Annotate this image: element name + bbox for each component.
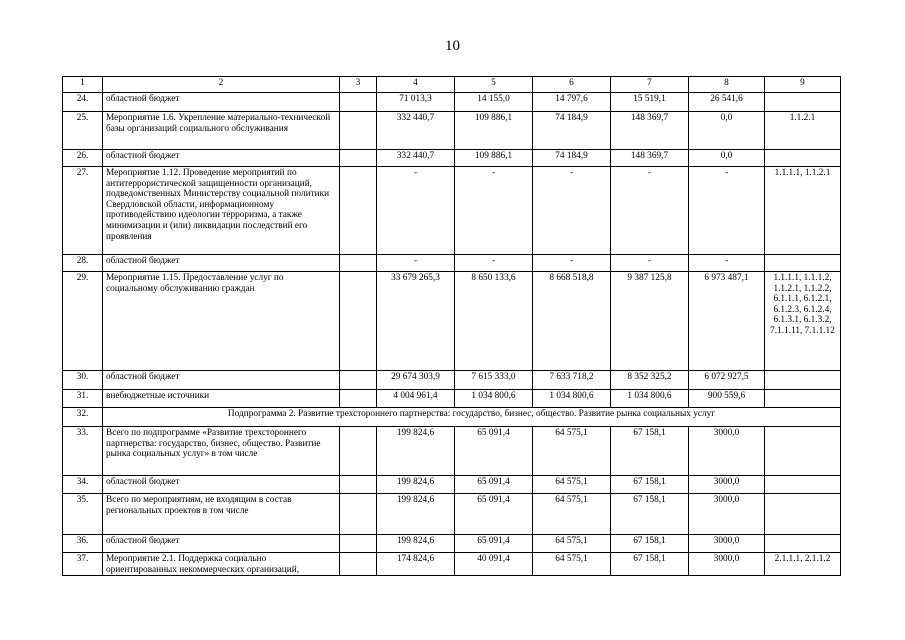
year-value-cell: 148 369,7 bbox=[611, 150, 689, 167]
table-row bbox=[63, 494, 841, 535]
year-value-cell: 8 650 133,6 bbox=[455, 272, 533, 371]
table-row bbox=[63, 390, 841, 408]
column-header-row bbox=[63, 77, 841, 93]
year-value-cell: 7 633 718,2 bbox=[533, 371, 611, 390]
year-value-cell: 74 184,9 bbox=[533, 112, 611, 150]
row-name-cell: областной бюджет bbox=[103, 535, 340, 553]
total-cell: 4 004 961,4 bbox=[377, 390, 455, 408]
total-cell: 71 013,3 bbox=[377, 93, 455, 112]
row-name-cell: областной бюджет bbox=[103, 371, 340, 390]
year-value-cell: - bbox=[455, 167, 533, 255]
column-header: 8 bbox=[689, 77, 765, 93]
year-value-cell: - bbox=[533, 167, 611, 255]
total-cell: - bbox=[377, 255, 455, 272]
table-row bbox=[63, 93, 841, 112]
year-value-cell: 1 034 800,6 bbox=[611, 390, 689, 408]
row-number-cell: 27. bbox=[63, 167, 103, 255]
year-value-cell: - bbox=[611, 167, 689, 255]
subprogram-title-cell: Подпрограмма 2. Развитие трехстороннего партнерства: государство, бизнес, общество. Развитие рынка социальных услуг bbox=[103, 408, 841, 427]
target-indicators-cell bbox=[765, 390, 841, 408]
year-value-cell: 64 575,1 bbox=[533, 535, 611, 553]
year-value-cell: 7 615 333,0 bbox=[455, 371, 533, 390]
target-indicators-cell bbox=[765, 371, 841, 390]
table-row bbox=[63, 553, 841, 576]
total-cell: 29 674 303,9 bbox=[377, 371, 455, 390]
year-value-cell: 67 158,1 bbox=[611, 427, 689, 476]
row-name-cell: Мероприятие 1.15. Предоставление услуг по социальному обслуживанию граждан bbox=[103, 272, 340, 371]
year-value-cell: 74 184,9 bbox=[533, 150, 611, 167]
row-name-cell: областной бюджет bbox=[103, 150, 340, 167]
target-indicators-cell bbox=[765, 494, 841, 535]
total-cell: 199 824,6 bbox=[377, 494, 455, 535]
year-value-cell: 8 352 325,2 bbox=[611, 371, 689, 390]
year-value-cell: - bbox=[533, 255, 611, 272]
year-value-cell: 0,0 bbox=[689, 112, 765, 150]
year-value-cell: 6 072 927,5 bbox=[689, 371, 765, 390]
column-header: 1 bbox=[63, 77, 103, 93]
row-name-cell: Мероприятие 1.6. Укрепление материально-технической базы организаций социального обслуживания bbox=[103, 112, 340, 150]
total-cell: 332 440,7 bbox=[377, 150, 455, 167]
col3-cell bbox=[340, 167, 377, 255]
year-value-cell: 3000,0 bbox=[689, 476, 765, 494]
row-number-cell: 30. bbox=[63, 371, 103, 390]
year-value-cell: 14 797,6 bbox=[533, 93, 611, 112]
year-value-cell: 6 973 487,1 bbox=[689, 272, 765, 371]
col3-cell bbox=[340, 112, 377, 150]
row-number-cell: 32. bbox=[63, 408, 103, 427]
year-value-cell: 109 886,1 bbox=[455, 150, 533, 167]
column-header: 6 bbox=[533, 77, 611, 93]
table-row bbox=[63, 272, 841, 371]
year-value-cell: 9 387 125,8 bbox=[611, 272, 689, 371]
col3-cell bbox=[340, 476, 377, 494]
row-number-cell: 28. bbox=[63, 255, 103, 272]
col3-cell bbox=[340, 494, 377, 535]
year-value-cell: 67 158,1 bbox=[611, 535, 689, 553]
year-value-cell: 67 158,1 bbox=[611, 553, 689, 576]
col3-cell bbox=[340, 535, 377, 553]
year-value-cell: 1 034 800,6 bbox=[533, 390, 611, 408]
year-value-cell: - bbox=[689, 255, 765, 272]
col3-cell bbox=[340, 371, 377, 390]
column-header: 2 bbox=[103, 77, 340, 93]
total-cell: 332 440,7 bbox=[377, 112, 455, 150]
column-header: 7 bbox=[611, 77, 689, 93]
year-value-cell: 65 091,4 bbox=[455, 494, 533, 535]
target-indicators-cell: 1.1.1.1, 1.1.1.2, 1.1.2.1, 1.1.2.2, 6.1.1.1, 6.1.2.1, 6.1.2.3, 6.1.2.4, 6.1.3.1, 6.1.3.2, 7.1.1.11, 7.1.1.12 bbox=[765, 272, 841, 371]
table-row bbox=[63, 535, 841, 553]
target-indicators-cell: 1.1.2.1 bbox=[765, 112, 841, 150]
table-row bbox=[63, 150, 841, 167]
table-row bbox=[63, 371, 841, 390]
row-name-cell: Всего по мероприятиям, не входящим в состав региональных проектов в том числе bbox=[103, 494, 340, 535]
row-name-cell: внебюджетные источники bbox=[103, 390, 340, 408]
row-number-cell: 26. bbox=[63, 150, 103, 167]
table-row bbox=[63, 427, 841, 476]
col3-cell bbox=[340, 272, 377, 371]
year-value-cell: 40 091,4 bbox=[455, 553, 533, 576]
row-number-cell: 36. bbox=[63, 535, 103, 553]
row-number-cell: 33. bbox=[63, 427, 103, 476]
year-value-cell: 64 575,1 bbox=[533, 494, 611, 535]
year-value-cell: 64 575,1 bbox=[533, 476, 611, 494]
year-value-cell: 64 575,1 bbox=[533, 427, 611, 476]
row-name-cell: областной бюджет bbox=[103, 255, 340, 272]
year-value-cell: 109 886,1 bbox=[455, 112, 533, 150]
row-name-cell: областной бюджет bbox=[103, 93, 340, 112]
total-cell: - bbox=[377, 167, 455, 255]
year-value-cell: 14 155,0 bbox=[455, 93, 533, 112]
budget-table bbox=[62, 76, 841, 576]
row-name-cell: областной бюджет bbox=[103, 476, 340, 494]
total-cell: 33 679 265,3 bbox=[377, 272, 455, 371]
target-indicators-cell bbox=[765, 535, 841, 553]
year-value-cell: 67 158,1 bbox=[611, 476, 689, 494]
year-value-cell: - bbox=[611, 255, 689, 272]
row-number-cell: 24. bbox=[63, 93, 103, 112]
row-number-cell: 34. bbox=[63, 476, 103, 494]
year-value-cell: 65 091,4 bbox=[455, 476, 533, 494]
target-indicators-cell bbox=[765, 255, 841, 272]
target-indicators-cell bbox=[765, 150, 841, 167]
target-indicators-cell: 2.1.1.1, 2.1.1.2 bbox=[765, 553, 841, 576]
year-value-cell: 26 541,6 bbox=[689, 93, 765, 112]
total-cell: 199 824,6 bbox=[377, 427, 455, 476]
target-indicators-cell: 1.1.1.1, 1.1.2.1 bbox=[765, 167, 841, 255]
col3-cell bbox=[340, 150, 377, 167]
column-header: 9 bbox=[765, 77, 841, 93]
row-name-cell: Всего по подпрограмме «Развитие трехстороннего партнерства: государство, бизнес, общество. Развитие рынка социальных услуг» в том числе bbox=[103, 427, 340, 476]
year-value-cell: 64 575,1 bbox=[533, 553, 611, 576]
col3-cell bbox=[340, 553, 377, 576]
row-number-cell: 25. bbox=[63, 112, 103, 150]
row-number-cell: 29. bbox=[63, 272, 103, 371]
year-value-cell: 0,0 bbox=[689, 150, 765, 167]
year-value-cell: - bbox=[689, 167, 765, 255]
year-value-cell: 3000,0 bbox=[689, 553, 765, 576]
row-number-cell: 31. bbox=[63, 390, 103, 408]
year-value-cell: 65 091,4 bbox=[455, 427, 533, 476]
table-row bbox=[63, 476, 841, 494]
target-indicators-cell bbox=[765, 93, 841, 112]
table-row bbox=[63, 408, 841, 427]
column-header: 5 bbox=[455, 77, 533, 93]
year-value-cell: 3000,0 bbox=[689, 427, 765, 476]
col3-cell bbox=[340, 390, 377, 408]
year-value-cell: 3000,0 bbox=[689, 535, 765, 553]
row-number-cell: 37. bbox=[63, 553, 103, 576]
row-name-cell: Мероприятие 1.12. Проведение мероприятий по антитеррористической защищенности организаций, подведомственных Министерству социальной политики Свердловской области, информационному противодействию идеологии терроризма, а также минимизации и (или) ликвидации последствий его проявления bbox=[103, 167, 340, 255]
year-value-cell: 148 369,7 bbox=[611, 112, 689, 150]
year-value-cell: - bbox=[455, 255, 533, 272]
page-number: 10 bbox=[445, 38, 460, 54]
col3-cell bbox=[340, 255, 377, 272]
col3-cell bbox=[340, 93, 377, 112]
table-row bbox=[63, 255, 841, 272]
total-cell: 174 824,6 bbox=[377, 553, 455, 576]
total-cell: 199 824,6 bbox=[377, 476, 455, 494]
table-row bbox=[63, 112, 841, 150]
year-value-cell: 65 091,4 bbox=[455, 535, 533, 553]
year-value-cell: 3000,0 bbox=[689, 494, 765, 535]
year-value-cell: 67 158,1 bbox=[611, 494, 689, 535]
column-header: 3 bbox=[340, 77, 377, 93]
target-indicators-cell bbox=[765, 427, 841, 476]
total-cell: 199 824,6 bbox=[377, 535, 455, 553]
col3-cell bbox=[340, 427, 377, 476]
row-name-cell: Мероприятие 2.1. Поддержка социально ориентированных некоммерческих организаций, bbox=[103, 553, 340, 576]
year-value-cell: 8 668 518,8 bbox=[533, 272, 611, 371]
year-value-cell: 900 559,6 bbox=[689, 390, 765, 408]
target-indicators-cell bbox=[765, 476, 841, 494]
year-value-cell: 1 034 800,6 bbox=[455, 390, 533, 408]
row-number-cell: 35. bbox=[63, 494, 103, 535]
column-header: 4 bbox=[377, 77, 455, 93]
year-value-cell: 15 519,1 bbox=[611, 93, 689, 112]
table-row bbox=[63, 167, 841, 255]
